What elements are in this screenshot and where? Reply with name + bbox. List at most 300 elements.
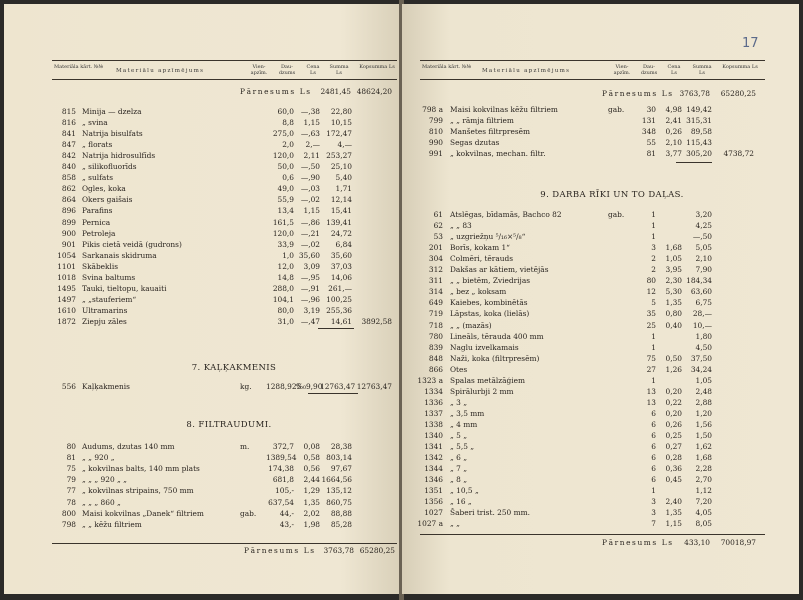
cell-code: 901 bbox=[61, 239, 76, 249]
cell-name: „ uzgriežņu ⁵/₁₆×⁵/₈“ bbox=[450, 232, 526, 242]
cell-name: Sarkanais skidruma bbox=[82, 250, 157, 260]
cell-sum: 115,43 bbox=[686, 138, 712, 147]
table-row bbox=[402, 221, 799, 231]
cell-qty: 14,8 bbox=[277, 272, 294, 282]
table-row bbox=[402, 276, 799, 286]
cell-name: „ 3 „ bbox=[450, 397, 468, 407]
cell-qty: 1 bbox=[651, 342, 656, 352]
cell-name: „ sulfats bbox=[82, 173, 113, 183]
table-row bbox=[402, 431, 799, 441]
cell-qty: 80,0 bbox=[277, 305, 294, 315]
cell-code: 1356 bbox=[424, 497, 443, 507]
table-row bbox=[4, 262, 400, 272]
cell-name: Dakšas ar kātiem, vietējās bbox=[450, 265, 549, 275]
cell-sum: 803,14 bbox=[326, 453, 352, 463]
cell-qty: 44,- bbox=[279, 508, 294, 518]
cell-name: Natrija hidrosulfīds bbox=[82, 151, 156, 161]
cell-sum: 97,67 bbox=[330, 464, 352, 474]
cell-name: „ 5,5 „ bbox=[450, 442, 475, 452]
cell-code: 1018 bbox=[57, 272, 76, 282]
cell-sum: 135,12 bbox=[326, 486, 352, 496]
cell-sum: 12763,47 bbox=[320, 382, 356, 391]
cell-code: 815 bbox=[61, 107, 76, 116]
right-page bbox=[402, 4, 799, 594]
header-bottom-rule bbox=[420, 79, 765, 80]
cell-sum: 2,28 bbox=[695, 464, 712, 474]
cell-price: 0,40 bbox=[665, 320, 682, 330]
cell-price: 3,77 bbox=[665, 149, 682, 158]
cell-sum: 100,25 bbox=[326, 294, 352, 304]
cell-code: 847 bbox=[61, 140, 76, 150]
cell-name: Maisi kokvilnas kēžu filtriem bbox=[450, 105, 558, 114]
cell-name: Parafins bbox=[82, 206, 113, 216]
cell-code: 1323 a bbox=[417, 375, 443, 385]
cell-qty: 275,0 bbox=[272, 129, 294, 139]
cell-sum: 37,03 bbox=[330, 261, 352, 271]
table-row bbox=[402, 149, 799, 159]
cell-price: 5,30 bbox=[665, 287, 682, 297]
cell-sum: 1,50 bbox=[695, 431, 712, 440]
cell-sum: —,50 bbox=[692, 232, 712, 242]
cell-name: Natrija bisulfats bbox=[82, 129, 143, 139]
cell-qty: 12,0 bbox=[277, 261, 294, 271]
cell-price: 1,15 bbox=[665, 519, 682, 529]
cell-qty: 6 bbox=[651, 464, 656, 474]
cell-price: 0,36 bbox=[665, 464, 682, 474]
footer-label: Pārnesums Ls bbox=[602, 538, 674, 547]
cell-code: 1497 bbox=[57, 294, 76, 304]
cell-price: 0,50 bbox=[665, 353, 682, 363]
cell-name: „ 3,5 mm bbox=[450, 408, 485, 418]
cell-code: 62 bbox=[433, 221, 443, 231]
table-row bbox=[402, 265, 799, 275]
cell-price: 2,40 bbox=[665, 497, 682, 507]
cell-code: 1054 bbox=[57, 250, 76, 260]
table-row bbox=[402, 105, 799, 115]
cell-sum: 15,41 bbox=[330, 206, 352, 216]
table-row bbox=[402, 298, 799, 308]
header-sum: Summa Ls bbox=[692, 64, 712, 76]
cell-qty: 35 bbox=[646, 309, 656, 319]
cell-price: 2,30 bbox=[665, 276, 682, 286]
table-row bbox=[402, 420, 799, 430]
carry-sum: 2481,45 bbox=[320, 87, 351, 96]
cell-total: 12763,47 bbox=[356, 382, 392, 391]
cell-code: 556 bbox=[61, 382, 76, 391]
table-row bbox=[4, 118, 400, 128]
footer-label: Pārnesums Ls bbox=[244, 546, 316, 555]
cell-sum: 2,70 bbox=[695, 475, 712, 485]
cell-sum: 2,48 bbox=[695, 386, 712, 396]
cell-price: 1,35 bbox=[665, 298, 682, 308]
table-row bbox=[402, 309, 799, 319]
cell-name: Segas dzutas bbox=[450, 138, 500, 147]
cell-price: —,03 bbox=[300, 184, 320, 194]
cell-qty: 25 bbox=[646, 320, 656, 330]
table-row bbox=[402, 127, 799, 137]
cell-sum: 12,14 bbox=[330, 195, 352, 205]
cell-sum: 10,15 bbox=[330, 118, 352, 128]
cell-price: 2,11 bbox=[303, 151, 320, 161]
cell-code: 780 bbox=[428, 331, 443, 341]
cell-price: 2,10 bbox=[665, 138, 682, 147]
cell-sum: 261,— bbox=[328, 283, 352, 293]
table-row bbox=[4, 475, 400, 485]
cell-name: Naži, koka (filtrpresēm) bbox=[450, 353, 540, 363]
cell-code: 848 bbox=[428, 353, 443, 363]
cell-qty: 12 bbox=[646, 287, 656, 297]
cell-qty: 637,54 bbox=[268, 497, 294, 507]
cell-code: 841 bbox=[61, 129, 76, 139]
section9-title: 9. DARBA RĪKI UN TO DAĻAS. bbox=[540, 190, 684, 200]
cell-qty: 49,0 bbox=[277, 184, 294, 194]
cell-name: Atslēgas, bīdamās, Bachco 82 bbox=[450, 210, 562, 219]
cell-sum: 1,68 bbox=[695, 453, 712, 463]
cell-qty: 30 bbox=[646, 105, 656, 114]
cell-sum: 2,88 bbox=[695, 397, 712, 407]
cell-qty: 1,0 bbox=[282, 250, 294, 260]
table-row bbox=[4, 317, 400, 327]
cell-price: 2,— bbox=[305, 140, 320, 150]
cell-sum: 5,05 bbox=[695, 243, 712, 253]
cell-code: 1495 bbox=[57, 283, 76, 293]
cell-name: „ svina bbox=[82, 118, 108, 128]
cell-price: 0,58 bbox=[303, 453, 320, 463]
cell-qty: 33,9 bbox=[277, 239, 294, 249]
cell-price: 1,26 bbox=[665, 364, 682, 374]
table-row bbox=[402, 387, 799, 397]
cell-code: 79 bbox=[66, 475, 76, 485]
cell-sum: 5,40 bbox=[335, 173, 352, 183]
cell-price: 1,98 bbox=[303, 519, 320, 529]
cell-name: Ogles, koka bbox=[82, 184, 126, 194]
cell-name: Maisi kokvilnas „Danek“ filtriem bbox=[82, 508, 204, 518]
cell-name: Borīs, kokam 1“ bbox=[450, 243, 510, 253]
cell-qty: 1 bbox=[651, 221, 656, 231]
cell-code: 201 bbox=[428, 243, 443, 253]
cell-sum: 172,47 bbox=[326, 129, 352, 139]
cell-code: 1334 bbox=[424, 386, 443, 396]
carry-sum: 3763,78 bbox=[679, 89, 710, 98]
cell-sum: 89,58 bbox=[690, 127, 712, 136]
cell-qty: 105,- bbox=[275, 486, 294, 496]
table-row bbox=[4, 184, 400, 194]
cell-code: 718 bbox=[428, 320, 443, 330]
header-top-rule bbox=[420, 60, 765, 61]
header-top-rule bbox=[52, 60, 397, 61]
header-code: Materiāla kārt. №№ bbox=[422, 64, 472, 70]
cell-price: —,90 bbox=[300, 173, 320, 183]
cell-code: 80 bbox=[66, 442, 76, 451]
cell-price: 0,27 bbox=[665, 442, 682, 452]
table-row bbox=[4, 273, 400, 283]
cell-price: 0,08 bbox=[303, 442, 320, 451]
cell-qty: 131 bbox=[641, 116, 656, 125]
cell-sum: 139,41 bbox=[326, 217, 352, 227]
footer-total: 65280,25 bbox=[359, 546, 395, 555]
cell-code: 842 bbox=[61, 151, 76, 161]
cell-price: 0,28 bbox=[665, 453, 682, 463]
table-row bbox=[402, 243, 799, 253]
cell-price: 4,98 bbox=[665, 105, 682, 114]
header-qty: Dau- dzums bbox=[640, 64, 658, 76]
cell-price: 1,15 bbox=[303, 206, 320, 216]
cell-code: 798 a bbox=[422, 105, 443, 114]
table-row bbox=[402, 519, 799, 529]
cell-sum: 14,06 bbox=[330, 272, 352, 282]
table-row bbox=[4, 206, 400, 216]
cell-sum: 1,12 bbox=[695, 486, 712, 496]
cell-sum: 253,27 bbox=[326, 151, 352, 161]
cell-sum: 88,88 bbox=[330, 508, 352, 518]
cell-qty: 348 bbox=[641, 127, 656, 136]
cell-code: 1610 bbox=[57, 305, 76, 315]
cell-code: 719 bbox=[428, 309, 443, 319]
cell-qty: 104,1 bbox=[272, 294, 294, 304]
cell-code: 1346 bbox=[424, 475, 443, 485]
cell-code: 839 bbox=[428, 342, 443, 352]
cell-code: 1340 bbox=[424, 431, 443, 440]
cell-name: Ultramarins bbox=[82, 305, 128, 315]
cell-name: Skābeklis bbox=[82, 261, 119, 271]
table-row bbox=[402, 321, 799, 331]
cell-total: 4738,72 bbox=[723, 149, 754, 158]
cell-code: 798 bbox=[61, 519, 76, 529]
header-total: Kopsumma Ls bbox=[722, 64, 758, 70]
cell-price: 2,02 bbox=[303, 508, 320, 518]
cell-price: 2,44 bbox=[303, 475, 320, 485]
cell-qty: 13 bbox=[646, 386, 656, 396]
cell-unit: gab. bbox=[240, 508, 257, 518]
cell-qty: 75 bbox=[646, 353, 656, 363]
cell-sum: 149,42 bbox=[686, 105, 712, 114]
table-row bbox=[402, 497, 799, 507]
cell-sum: 35,60 bbox=[330, 250, 352, 260]
header-unit: Vien- apzīm. bbox=[250, 64, 268, 76]
cell-name: Lineāls, tērauda 400 mm bbox=[450, 331, 544, 341]
cell-sum: 7,20 bbox=[695, 497, 712, 507]
table-row bbox=[402, 398, 799, 408]
cell-qty: 120,0 bbox=[272, 151, 294, 161]
carry-label: Pārnesums Ls bbox=[602, 89, 674, 98]
cell-price: 1,68 bbox=[665, 243, 682, 253]
header-qty: Dau- dzums bbox=[278, 64, 296, 76]
header-price: Cena Ls bbox=[306, 64, 320, 76]
cell-code: 649 bbox=[428, 298, 443, 308]
cell-qty: 372,7 bbox=[272, 442, 294, 451]
cell-name: „ „ „ 920 „ „ bbox=[82, 475, 127, 485]
cell-code: 311 bbox=[428, 276, 443, 286]
cell-qty: 81 bbox=[646, 149, 656, 158]
cell-name: Naglu izvelkamais bbox=[450, 342, 519, 352]
cell-code: 896 bbox=[61, 206, 76, 216]
cell-qty: 1288,925 bbox=[266, 382, 302, 391]
cell-qty: 2,0 bbox=[282, 140, 294, 150]
cell-name: Okers gaišais bbox=[82, 195, 133, 205]
cell-sum: 1,71 bbox=[335, 184, 352, 194]
table-row bbox=[4, 442, 400, 452]
left-page bbox=[4, 4, 400, 594]
table-row bbox=[4, 240, 400, 250]
cell-qty: 5 bbox=[651, 298, 656, 308]
cell-code: 862 bbox=[61, 184, 76, 194]
cell-qty: 80 bbox=[646, 276, 656, 286]
cell-sum: 6,75 bbox=[695, 298, 712, 308]
cell-sum: 25,10 bbox=[330, 162, 352, 172]
cell-name: Audums, dzutas 140 mm bbox=[82, 442, 175, 451]
cell-name: „ kokvilnas balts, 140 mm plats bbox=[82, 464, 200, 474]
header-bottom-rule bbox=[52, 79, 397, 80]
table-row bbox=[402, 254, 799, 264]
cell-code: 1337 bbox=[424, 408, 443, 418]
cell-qty: 60,0 bbox=[277, 107, 294, 116]
table-row bbox=[4, 151, 400, 161]
cell-name: Pikis cietā veidā (gudrons) bbox=[82, 239, 182, 249]
table-row bbox=[4, 306, 400, 316]
cell-price: —,96 bbox=[300, 294, 320, 304]
cell-price: 2,41 bbox=[665, 116, 682, 125]
cell-sum: 860,75 bbox=[326, 497, 352, 507]
cell-qty: 288,0 bbox=[272, 283, 294, 293]
cell-name: Pernica bbox=[82, 217, 111, 227]
section8-title: 8. FILTRAUDUMI. bbox=[186, 420, 272, 430]
cell-code: 1872 bbox=[57, 316, 76, 326]
cell-sum: 1,05 bbox=[695, 375, 712, 385]
table-row bbox=[4, 107, 400, 117]
header-code: Materiāla kārt. №№ bbox=[54, 64, 104, 70]
cell-name: „ kokvilnas, mechan. filtr. bbox=[450, 149, 546, 158]
cell-name: Spirālurbji 2 mm bbox=[450, 386, 514, 396]
page-number-handwritten: 17 bbox=[742, 36, 759, 51]
cell-qty: 161,5 bbox=[272, 217, 294, 227]
cell-code: 1338 bbox=[424, 419, 443, 429]
cell-qty: 13 bbox=[646, 397, 656, 407]
cell-code: 1101 bbox=[57, 261, 76, 271]
cell-sum: 1664,56 bbox=[321, 475, 352, 485]
table-row bbox=[4, 229, 400, 239]
cell-code: 312 bbox=[428, 265, 443, 275]
cell-name: „ „stauferiem“ bbox=[82, 294, 137, 304]
cell-price: 0,25 bbox=[665, 431, 682, 440]
table-row bbox=[402, 486, 799, 496]
table-row bbox=[4, 140, 400, 150]
cell-name: „ „ „ 860 „ bbox=[82, 497, 121, 507]
footer-sum: 433,10 bbox=[684, 538, 710, 547]
cell-sum: 4,05 bbox=[695, 508, 712, 518]
cell-sum: 184,34 bbox=[686, 276, 712, 286]
cell-price: 0,26 bbox=[665, 419, 682, 429]
table-row bbox=[402, 475, 799, 485]
table-row bbox=[4, 509, 400, 519]
cell-price: —,21 bbox=[300, 228, 320, 238]
table-row bbox=[4, 382, 400, 392]
carry-label: Pārnesums Ls bbox=[240, 87, 312, 96]
cell-price: 1,29 bbox=[303, 486, 320, 496]
sum-underline bbox=[676, 162, 712, 163]
cell-sum: 14,61 bbox=[330, 316, 352, 326]
cell-sum: 4,25 bbox=[695, 221, 712, 231]
table-row bbox=[4, 295, 400, 305]
cell-name: „ „ bietēm, Zviedrijas bbox=[450, 276, 531, 286]
cell-name: Manšetes filtrpresēm bbox=[450, 127, 530, 136]
cell-code: 1336 bbox=[424, 397, 443, 407]
table-row bbox=[402, 376, 799, 386]
table-row bbox=[402, 354, 799, 364]
table-row bbox=[4, 453, 400, 463]
cell-code: 1341 bbox=[424, 442, 443, 452]
cell-price: 0,26 bbox=[665, 127, 682, 136]
cell-price: 0,20 bbox=[665, 408, 682, 418]
cell-qty: 3 bbox=[651, 497, 656, 507]
cell-name: „ 5 „ bbox=[450, 431, 468, 440]
cell-code: 1342 bbox=[424, 453, 443, 463]
cell-price: 3,19 bbox=[303, 305, 320, 315]
header-price: Cena Ls bbox=[667, 64, 681, 76]
cell-code: 81 bbox=[66, 453, 76, 463]
cell-unit: m. bbox=[240, 442, 250, 451]
cell-qty: 1389,54 bbox=[266, 453, 297, 463]
table-row bbox=[402, 138, 799, 148]
footer-rule bbox=[52, 543, 397, 544]
cell-price: 0,45 bbox=[665, 475, 682, 485]
cell-name: „ „ 83 bbox=[450, 221, 472, 231]
cell-price: —,63 bbox=[300, 129, 320, 139]
header-sum: Summa Ls bbox=[329, 64, 349, 76]
cell-code: 866 bbox=[428, 364, 443, 374]
sum-underline bbox=[318, 328, 354, 329]
carry-total: 65280,25 bbox=[720, 89, 756, 98]
cell-sum: 1,20 bbox=[695, 408, 712, 418]
footer-total: 70018,97 bbox=[720, 538, 756, 547]
cell-price: 0,56 bbox=[303, 464, 320, 474]
cell-qty: 681,8 bbox=[272, 475, 294, 485]
cell-name: Svina baltums bbox=[82, 272, 136, 282]
cell-qty: 50,0 bbox=[277, 162, 294, 172]
cell-name: „ „ 920 „ bbox=[82, 453, 115, 463]
cell-qty: 6 bbox=[651, 408, 656, 418]
cell-name: Lāpstas, koka (lielās) bbox=[450, 309, 530, 319]
table-row bbox=[4, 162, 400, 172]
table-row bbox=[4, 173, 400, 183]
cell-qty: 7 bbox=[651, 519, 656, 529]
table-row bbox=[4, 284, 400, 294]
table-row bbox=[402, 508, 799, 518]
table-row bbox=[402, 232, 799, 242]
cell-qty: 2 bbox=[651, 265, 656, 275]
table-row bbox=[4, 129, 400, 139]
cell-qty: 1 bbox=[651, 486, 656, 496]
cell-qty: 1 bbox=[651, 375, 656, 385]
cell-name: „ 8 „ bbox=[450, 475, 468, 485]
cell-qty: 13,4 bbox=[277, 206, 294, 216]
cell-sum: 1,56 bbox=[695, 419, 712, 429]
table-row bbox=[4, 520, 400, 530]
cell-code: 899 bbox=[61, 217, 76, 227]
cell-code: 799 bbox=[428, 116, 443, 125]
header-total: Kopsumma Ls bbox=[359, 64, 395, 70]
cell-code: 1027 a bbox=[417, 519, 443, 529]
table-row bbox=[402, 453, 799, 463]
cell-qty: 1 bbox=[651, 232, 656, 242]
cell-code: 304 bbox=[428, 254, 443, 264]
cell-unit: gab. bbox=[608, 105, 625, 114]
table-row bbox=[402, 116, 799, 126]
cell-price: 1,35 bbox=[303, 497, 320, 507]
header-name: Materiālu apzīmējums bbox=[482, 68, 571, 74]
cell-name: Kaiebes, kombinētās bbox=[450, 298, 528, 308]
cell-sum: 63,60 bbox=[690, 287, 712, 297]
cell-qty: 6 bbox=[651, 475, 656, 485]
